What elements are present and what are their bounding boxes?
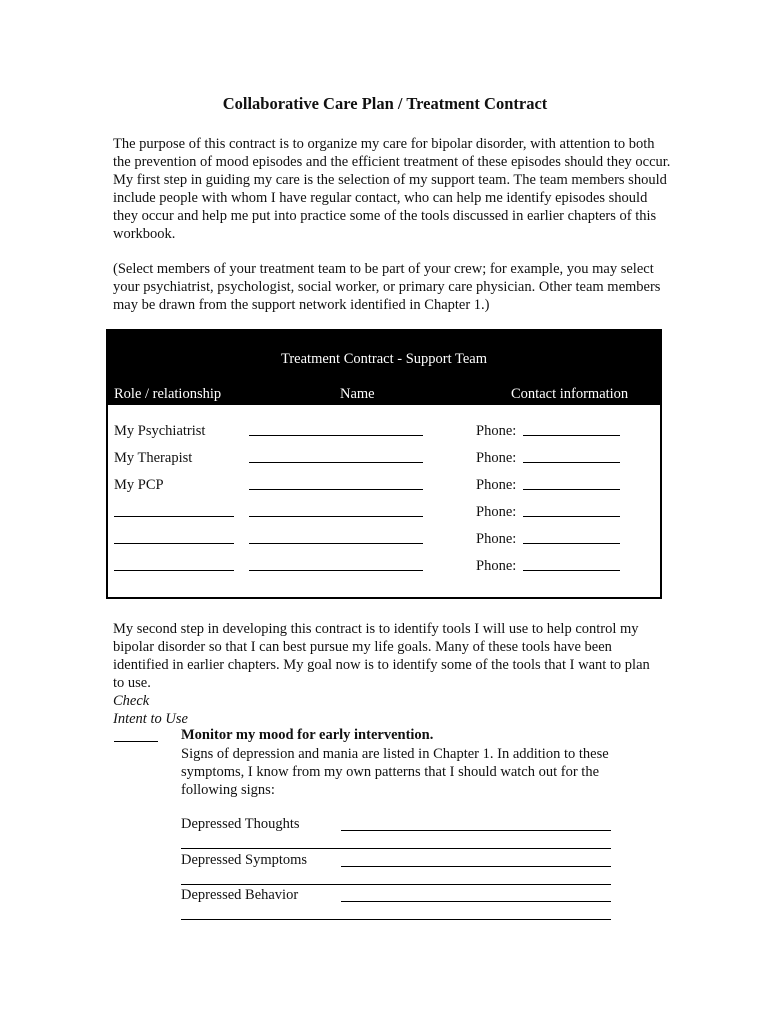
- name-field[interactable]: [249, 543, 423, 544]
- sign-field-behavior[interactable]: [341, 901, 611, 902]
- name-field[interactable]: [249, 435, 423, 436]
- column-name: Name: [340, 386, 375, 402]
- phone-label: Phone:: [476, 477, 517, 493]
- phone-label: Phone:: [476, 558, 517, 574]
- name-field[interactable]: [249, 462, 423, 463]
- intent-label: Intent to Use: [113, 711, 188, 727]
- phone-label: Phone:: [476, 531, 517, 547]
- sign-field-behavior-cont[interactable]: [181, 919, 611, 920]
- phone-field[interactable]: [523, 462, 620, 463]
- role-field[interactable]: [114, 570, 234, 571]
- role-label: My Psychiatrist: [114, 423, 206, 439]
- name-field[interactable]: [249, 489, 423, 490]
- sign-field-symptoms-cont[interactable]: [181, 884, 611, 885]
- phone-field[interactable]: [523, 543, 620, 544]
- sign-field-thoughts[interactable]: [341, 830, 611, 831]
- phone-label: Phone:: [476, 504, 517, 520]
- sign-label-symptoms: Depressed Symptoms: [181, 852, 308, 868]
- role-field[interactable]: [114, 516, 234, 517]
- team-row-blank-2: [108, 531, 660, 551]
- support-team-table: [106, 329, 662, 599]
- check-label: Check: [113, 693, 150, 709]
- team-row-therapist: [108, 450, 660, 470]
- support-team-header: [108, 331, 660, 405]
- second-step-paragraph: My second step in developing this contract is to identify tools I will use to help control my bipolar disorder so that I can best pursue my life goals. Many of these tools have been identified in earlier chapters. My goal now is to identify some of the tools that I want to plan to use.: [113, 621, 650, 691]
- instructions-paragraph: (Select members of your treatment team to be part of your crew; for example, you may select your psychiatrist, psychologist, social worker, or primary care physician. Other team members may be drawn from the support network identified in Chapter 1.): [113, 261, 661, 313]
- monitor-title: Monitor my mood for early intervention.: [181, 727, 434, 743]
- name-field[interactable]: [249, 570, 423, 571]
- phone-label: Phone:: [476, 450, 517, 466]
- phone-field[interactable]: [523, 435, 620, 436]
- team-row-blank-3: [108, 558, 660, 578]
- role-label: My Therapist: [114, 450, 193, 466]
- check-intent-labels: [113, 692, 188, 728]
- role-field[interactable]: [114, 543, 234, 544]
- phone-field[interactable]: [523, 570, 620, 571]
- page-title: Collaborative Care Plan / Treatment Contract: [222, 94, 548, 113]
- team-row-blank-1: [108, 504, 660, 524]
- team-row-pcp: [108, 477, 660, 497]
- sign-field-thoughts-cont[interactable]: [181, 848, 611, 849]
- sign-field-symptoms[interactable]: [341, 866, 611, 867]
- intent-checkbox-field[interactable]: [114, 741, 158, 742]
- role-label: My PCP: [114, 477, 164, 493]
- intro-paragraph: The purpose of this contract is to organize my care for bipolar disorder, with attention to both the prevention of mood episodes and the efficient treatment of these episodes should they occur. My first step in guiding my care is the selection of my support team. The team members should include people with whom I have regular contact, who can help me identify episodes should they occur and help me put into practice some of the tools discussed in earlier chapters of this workbook.: [113, 136, 671, 242]
- sign-label-thoughts: Depressed Thoughts: [181, 816, 300, 832]
- monitor-description: Signs of depression and mania are listed in Chapter 1. In addition to these symptoms, I know from my own patterns that I should watch out for the following signs:: [181, 746, 609, 798]
- phone-field[interactable]: [523, 489, 620, 490]
- support-team-caption: Treatment Contract - Support Team: [281, 351, 487, 367]
- phone-label: Phone:: [476, 423, 517, 439]
- sign-label-behavior: Depressed Behavior: [181, 887, 299, 903]
- team-row-psychiatrist: [108, 423, 660, 443]
- phone-field[interactable]: [523, 516, 620, 517]
- column-contact: Contact information: [511, 386, 629, 402]
- column-role: Role / relationship: [114, 386, 222, 402]
- name-field[interactable]: [249, 516, 423, 517]
